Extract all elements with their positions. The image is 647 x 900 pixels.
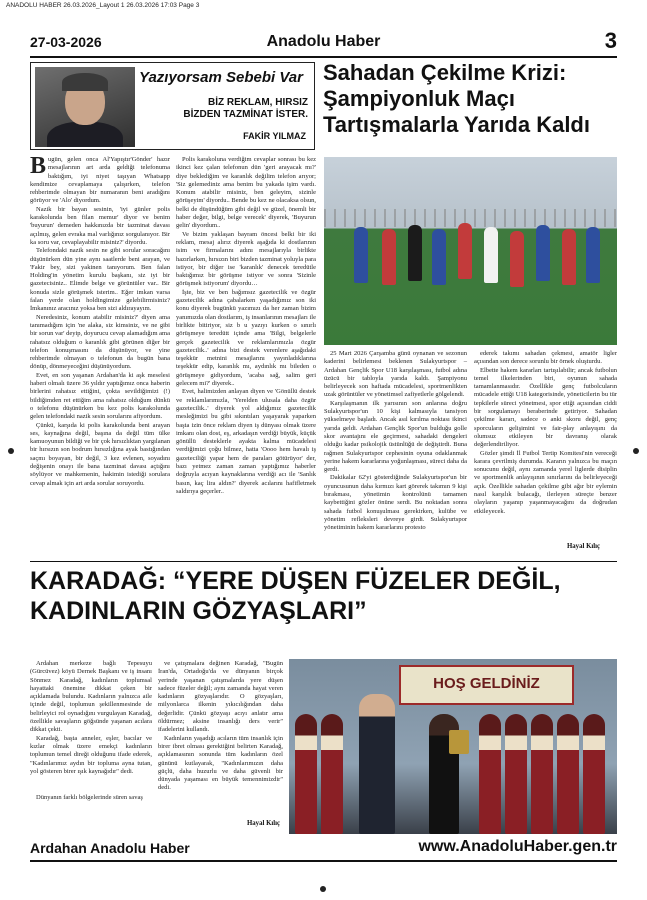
footer-rule xyxy=(30,860,617,862)
column-author: FAKİR YILMAZ xyxy=(243,131,306,141)
author-photo xyxy=(35,67,135,147)
article2-text-col1: Ardahan merkeze bağlı Tepesuyu (Gürcüvez) köyü Dernek Başkanı ve iş insanı Sönmez Karadağ, kadınların toplumsal hayattaki önemine dikkat çeken bir açıklamada bulundu. Kadınların yalnızca aile içinde değil, toplumun şekillenmesinde de belirleyici rol oynadığını vurgulayan Karadağ, özellikle savaşların göğsünde yaşanan acılara dikkat çekti. Karadağ, başta anneler, eşler, bacılar ve kızlar olmak üzere emekçi kadınların toplumun temel direği olduğunu ifade ederek, "Kadınlarımız aydın bir topluma ayna tutan, yol gösteren birer ışık kaynağıdır" dedi. Dünyanın farklı bölgelerinde süren savaş xyxy=(30,660,152,802)
man-figure xyxy=(359,694,395,834)
drop-cap: B xyxy=(30,153,47,179)
footer-paper-name: Ardahan Anadolu Haber xyxy=(30,840,190,856)
welcome-banner: HOŞ GELDİNİZ xyxy=(399,665,574,705)
issue-date: 27-03-2026 xyxy=(30,34,102,50)
crop-mark xyxy=(633,448,639,454)
page-header xyxy=(30,30,617,56)
article1-text-col2: ederek takımı sahadan çekmesi, amatör ligler açısından son derece sorunlu bir örnek oluşturdu. Elbette hakem kararları tartışılabilir; ancak futbolun temel ilkelerinden biri, oyunun sahada tamamlanmasıdır. Özellikle genç futbolcuların mücadele ettiği U18 kategorisinde, yöneticilerin bu tür tepkilerle süreci yönetmesi, spor etiği açısından ciddi bir sorgulamayı beraberinde getiriyor. Sahadan çekilme kararı, sadece o anki skoru değil, genç sporcuların gelişimini ve fair-play anlayışını da olumsuz etkileyen bir davranış olarak değerlendiriliyor. Gözler şimdi İl Futbol Tertip Komitesi'nin vereceği karara çevrilmiş durumda. Kararın yalnızca bu maçın sonucunu değil, aynı zamanda yerel liglerde disiplin ve sportmenlik anlayışının sınırlarını da belirleyeceği açık. Özellikle sahadan çekilme gibi ağır bir eylemin nasıl karşılık bulacağı, ilerleyen süreçte benzer olayların yaşanıp yaşanmayacağını da doğrudan etkileyecek. xyxy=(474,350,617,515)
article2-signature: Hayal Kılıç xyxy=(247,820,281,827)
print-slug: ANADOLU HABER 26.03.2026_Layout 1 26.03.2026 17:03 Page 3 xyxy=(6,2,200,9)
football-match-photo xyxy=(324,157,617,345)
section-rule xyxy=(30,561,617,562)
article1-text-col1: 25 Mart 2026 Çarşamba günü oynanan ve sezonun kaderini belirlemesi beklenen Sulakyurtspor – Ardahan Gençlik Spor U18 karşılaşması, futbol adına üzücü bir tabloyla yarıda kaldı. Şampiyonu belirleyecek son haftada mücadelesi, sportmenlikten uzak görüntüler ve yönetimsel zafiyetlerle gölgelendi. Karşılaşmanın ilk yarısının son anlarına doğru Sulakyurtspor'un 10 kişi kalmasıyla tansiyon yükselmeye başladı. Ancak asıl kırılma noktası ikinci yarıda geldi. Ardahan Gençlik Spor'un bulduğu golle skor avantajını ele geçirmesi, sahadaki dengeleri olduğu kadar psikolojik üstünlüğü de değiştirdi. Buna rağmen Sulakyurtspor cephesinin oyuna odaklanmak yerine hakem kararlarına yoğunlaşması, süreci daha da gerdi. Dakikalar 62'yi gösterdiğinde Sulakyurtspor'un bir oyuncusunun daha kırmızı kart görerek takımın 9 kişi bırakması, yönetimin kontrolünü tamamen kaybettiğini gözler önüne serdi. Bu noktadan sonra sahada futbol konuşulması gerekirken, kulübe ve yönetim refleksleri devreye girdi. Sulakyurtspor yönetiminin hakem kararlarını protesto xyxy=(324,350,467,532)
ceremony-photo xyxy=(289,659,617,834)
crop-mark xyxy=(320,886,326,892)
column-title: BİZ REKLAM, HIRSIZ BİZDEN TAZMİNAT İSTER. xyxy=(183,97,308,120)
column-text-col2: Polis karakoluna verdiğim cevaplar sonrası bu kez ikinci kez çalan telefonun dün 'geri arayacak mı?' diye beklediğim ve karanlık değilim telefon arıyor; 'Siz gelemediniz ama benim bu yakada işim vardı. Konum atabilir misiniz, ben geleyim, sizinle görüşeyim' diyordu.. Bende bu kez ne olacaksa olsun, belki de düşündüğüm gibi değil ve güzel, önemli bir haber değer, bilgi, belge verecek' diyerek, 'Buyurun gelin' diyordum.. Ve bizim yaklaşan bayram öncesi belki bir iki reklam, mesaj alırız diyerek aşağıda ki dostlarının isim ve firmalarını adını mesajlarıyla birlikte hazırlarken, hırsızın biri bizden tazminat yoluyla para istiyor, bir diğer ise 'karanlık' denecek teredütle baktığımız bir görüşme istiyor ve sonra 'Sizinle görüşmek istiyorum' diyordu… İşte, biz ve ben bağımsız gazetecilik ve özgür gazetecilik adına çabalarken yaşadığımız son iki konu diyerek bugünkü yazımızı da her zaman bizim yanımızda olan dostlarım, iş insanlarının mesajları ile birlikte bitiriyor, siz b u yazıyı kurken o sınırlı görüşmeye teredütt içinde ama 'Bilgi, belgelerle gerçek gazetecilik ve reklamlarımızla özgür gazetecilik..' adına bizi destek verenlere aşağıdaki teşekkür metnini mesajlarını yayınladıklarına teşekkür edip, karanlık mı, aydınlık mı bileden o görüşmeye gidiyordum, 'acaba sağ, salim geri gelecem mi?' diyerek.. Evet, halimizden anlayan diyen ve 'Gönüllü destek ve reklamlarımızla, 'Yerelden ulusala daha özgür gazetecilik..' diyerek yol aldığımız gazetecilik mesleğimizi bu gibi sıkıntıları yaşayarak yaparken başta izin önce reklam diyen iş dünyası olmak üzere imkanı olan dost, eş, arkadaşın verdiği büyük, küçük gönüllü desteklerle ayakta kalma mücadelesi verdiğimizi çoğu bilmez, hatta 'Oooo hem havalı iş gazeteciliği yapar hem de paraları götürüyor' der, bazı yetmez zaman zaman yaptığımız haberler doğruyla acıyan kaynaklarına verdiği acı ile 'Sanlık basın, kaç lira aldın?' diyerek acılarını hafifletmek saldırıya geçerler.. xyxy=(176,156,316,495)
header-rule xyxy=(30,56,617,58)
article2-text-col2: ve çatışmalara değinen Karadağ, "Bugün İran'da, Ortadoğu'da ve dünyanın birçok yerinde yaşanan çatışmalarda yere düşen sadece füzeler değil; aynı zamanda hayat veren kadınların gözyaşlarıdır. O gözyaşları, milyonlarca ilkenin yıkıcılığından daha değerlidir. Çünkü gözyaşı acıyı anlatır ama öldürmez; aksine insanlığı ders verir" ifadelerini kullandı. Kadınların yaşadığı acıların tüm insanlık için birer ibret olması gerektiğini belirten Karadağ, açıklamasının sonunda tüm kadınların özel gününü kutlayarak, "Kadınlarımızın daha güçlü, daha huzurlu ve daha güvenli bir dünyada yaşaması en büyük temennimizdir" dedi. xyxy=(158,660,283,792)
column-text-col1: Bugün, gelen onca Al'Yapıştır'Gönder' hazır mesajlarının art arda geldiği telefonuma baktığım, iyi niyet taşıyan Whatsapp kendimize cevaplamaya çalışırken, telefon rehberimde olmayan bir numaranın beni aradığını görüyor ve 'Alo' diyordum. Nazik bir bayan sesinin, 'iyi günler polis karakolunda ben filan memur' diyor ve benim 'buyurun' demeden hakkınızda bir tazminat davası açılmış, gelen evraka mal varlığınız sorgulanıyor. Bir ka soru var, cevaplayabilir misiniz?' diyordu. Telefondaki nazik sesin ne gibi sorular soracağını düşünürken dün yine aynı saatlerde beni arayan, ve 'Fakir bey, sizi yakinen tanıyorum. Ben falan Holding'in yönetim kurulu başkanı, siz iyi bir gazetecisiniz.. Elimde belge ve görüntüler var.. Bir konuda sizle görüşmek isterim.. Eğer imkan varsa falan yerde olan holdingimize gelebilirmisiniz? İmkanınız aracınız yoksa ben sizi aldırayayım. Neredesiniz, konum atabilir misiniz?' diyen ama tanımadığım için 'ne alaka, siz kimsiniz, ve ne gibi bir sorun var' deyip, doyurucu cevap alamadığım ama rahatsız olduğum o karanlık gibi görünen diğer bir telefon konuşmasını da düşünüyor, ve yine rehberimde olmayan o telefonun da bugün bana dönüp, dönmeyeceğini düşünüyordum. Evet, en son yaşanan Ardahan'da ki aşk meselesi haberi olmalı üzere 36 yıldır yaptığımız onca haberin birlerini rahatsız ettiğini, çokta sevildiğimizi (!) bildiğimden ret ettiğim ama rahatsız olduğum dünkü o telefonu düşünürken bu kez polis karakolunda gelen telefondaki nazik sesin sorularını afiyordum. Çünkü, karşıda ki polis karakolunda beni arayan ses, kaynağına değil, başına da değil tüm ülke kamuoyunun bildiği ve bir çok hırsızlıktan yargılanan bir hırsızın son bodrum hırsızlığına ayak bastığından saçmı boyayan, bir değil, 3 kez evlenen, soyadını değişenin onayı ile bana tazminat davası açtığını söylüyor ve mahkemenin, hakimin istediği sorulara cevap almak için art arda sorular soruyordu. xyxy=(30,153,170,487)
headline-football-crisis: Sahadan Çekilme Krizi: Şampiyonluk Maçı Tartışmalarla Yarıda Kaldı xyxy=(323,60,590,137)
article1-signature: Hayal Kılıç xyxy=(567,543,601,550)
column-header-box xyxy=(30,62,315,150)
footer-website: www.AnadoluHaber.gen.tr xyxy=(418,838,617,855)
headline-karadag: KARADAĞ: “YERE DÜŞEN FÜZELER DEĞİL, KADINLARIN GÖZYAŞLARI” xyxy=(30,567,561,625)
plaque xyxy=(449,730,469,754)
page-number: 3 xyxy=(604,28,617,53)
newspaper-name: Anadolu Haber xyxy=(266,33,381,50)
crop-mark xyxy=(8,448,14,454)
column-name: Yazıyorsam Sebebi Var xyxy=(139,69,303,86)
page-footer xyxy=(30,838,617,858)
